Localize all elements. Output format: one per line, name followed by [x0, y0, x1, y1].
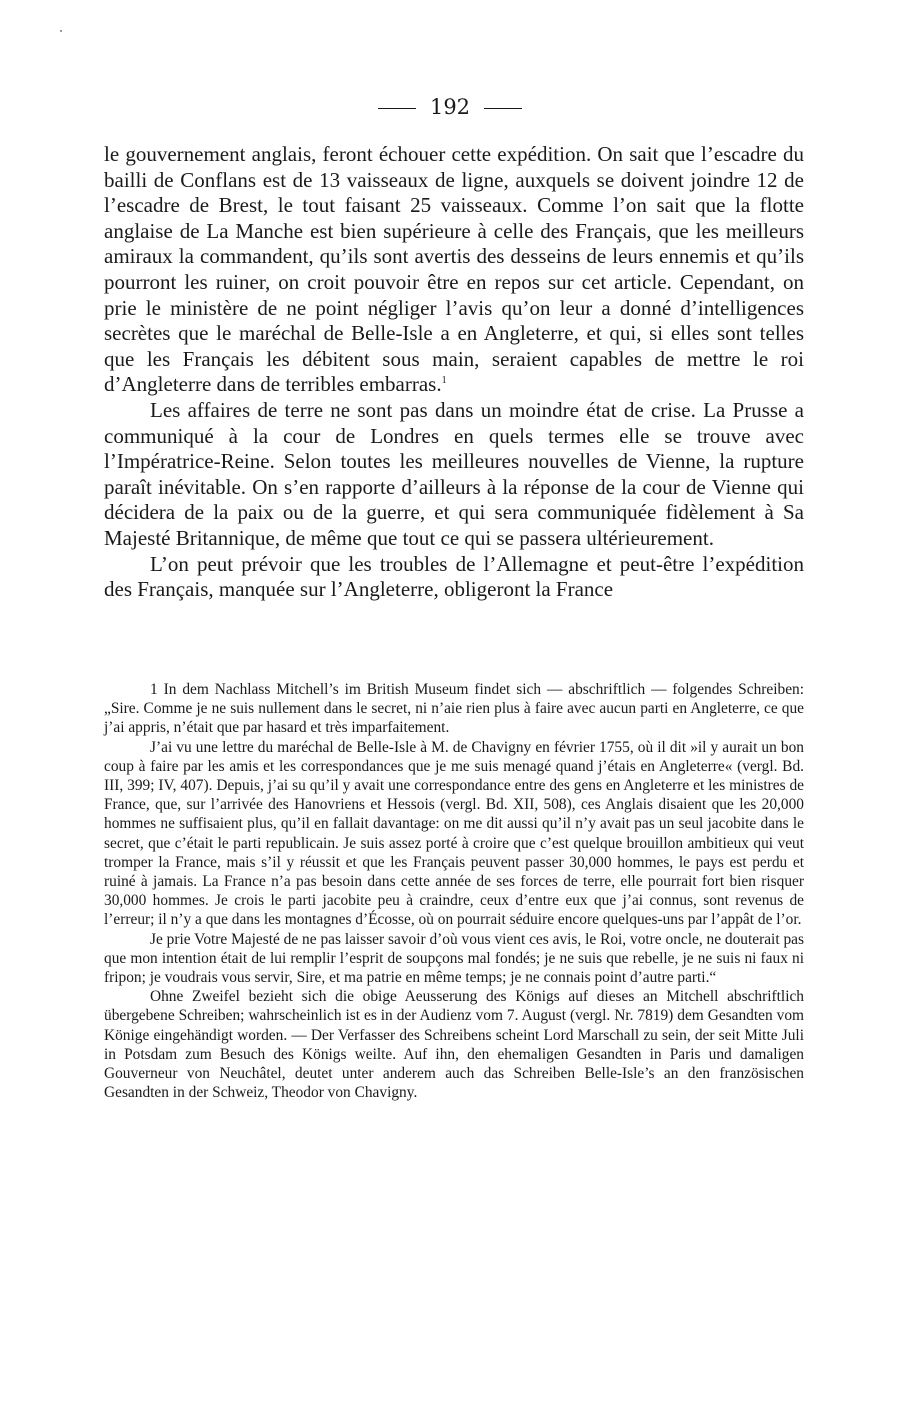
footnote-paragraph: Je prie Votre Majesté de ne pas laisser savoir d’où vous vient ces avis, le Roi, votre oncle, ne douterait pas que mon intention était de lui remplir l’esprit de soupçons mal fondés; je ne suis que rebelle, je ne suis ni faux ni fripon; je voudrais vous servir, Sire, et ma patrie en même temps; je ne connais point d’autre parti.“ [104, 930, 804, 987]
paragraph: le gouvernement anglais, feront échouer cette expédition. On sait que l’escadre du bailli de Conflans est de 13 vaisseaux de ligne, auxquels se doivent joindre 12 de l’escadre de Brest, le tout faisant 25 vaisseaux. Comme l’on sait que la flotte anglaise de La Manche est bien supérieure à celle des Français, que les meilleurs amiraux la commandent, qu’ils sont avertis des desseins de leurs ennemis et qu’ils pourront les ruiner, on croit pouvoir être en repos sur cet article. Cependant, on prie le ministère de ne point négliger l’avis qu’on leur a donné d’intelligences secrètes que le maréchal de Belle-Isle a en Angleterre, et qui, si elles sont telles que les Français les débitent sous main, seraient capables de mettre le roi d’Angleterre dans de terribles embarras.$^1$ [104, 142, 804, 397]
footnote-paragraph: 1 In dem Nachlass Mitchell’s im British Museum findet sich — abschriftlich — folgendes Schreiben: „Sire. Comme je ne suis nullement dans le secret, ni n’aie rien plus à faire avec aucun parti en Angleterre, ce que j’ai appris, n’était que par hasard et très imparfaitement. [104, 681, 804, 737]
scan-speck [60, 30, 62, 32]
footnotes [104, 680, 804, 1102]
paragraph: L’on peut prévoir que les troubles de l’Allemagne et peut-être l’expédition des Français, manquée sur l’Angleterre, obligeront la France [104, 551, 804, 602]
page-header [0, 94, 900, 120]
paragraph: Les affaires de terre ne sont pas dans un moindre état de crise. La Prusse a communiqué à la cour de Londres en quels termes elle se trouve avec l’Impératrice-Reine. Selon toutes les meilleures nouvelles de Vienne, la rupture paraît inévitable. On s’en rapporte d’ailleurs à la réponse de la cour de Vienne qui décidera de la paix ou de la guerre, et qui sera communiquée fidèlement à Sa Majesté Britannique, de même que tout ce qui se passera ultérieurement. [104, 397, 804, 550]
header-rule-right [484, 108, 522, 109]
page-number: 192 [429, 95, 471, 119]
header-rule-left [378, 108, 416, 109]
footnote-paragraph: Ohne Zweifel bezieht sich die obige Aeusserung des Königs auf dieses an Mitchell abschriftlich übergebene Schreiben; wahrscheinlich ist es in der Audienz vom 7. August (vergl. Nr. 7819) dem Gesandten vom Könige eingehändigt worden. — Der Verfasser des Schreibens scheint Lord Marschall zu sein, der seit Mitte Juli in Potsdam zum Besuch des Königs weilte. Auf ihn, den ehemaligen Gesandten in Paris und damaligen Gouverneur von Neuchâtel, deutet unter anderem auch das Schreiben Belle-Isle’s an den französischen Gesandten in der Schweiz, Theodor von Chavigny. [104, 988, 804, 1102]
footnote-marker: 1 [441, 375, 447, 387]
footnote-paragraph: J’ai vu une lettre du maréchal de Belle-Isle à M. de Chavigny en février 1755, où il dit »il y aurait un bon coup à faire par les amis et les correspondances que je me suis menagé quand j’étais en Angleterre« (vergl. Bd. III, 399; IV, 407). Depuis, j’ai su qu’il y avait une correspondance entre des gens en Angleterre et les ministres de France, que, sur l’arrivée des Hanovriens et Hessois (vergl. Bd. XII, 508), ces Anglais disaient que les 20,000 hommes ne suffisaient plus, qu’il en fallait davantage: on me dit aussi qu’il n’y avait pas un seul jacobite dans le secret, que c’était le parti republicain. Je suis assez porté à croire que c’est quelque brouillon ambitieux qui veut tromper la France, mais s’il y réussit et que les Français peuvent passer 30,000 hommes, le pays est perdu et ruiné à jamais. La France n’a pas besoin dans cette année de ses forces de terre, elle pourrait fort bien risquer 30,000 hommes. Je crois le parti jacobite peu à craindre, ceux d’entre eux que j’ai connus, sont revenus de l’erreur; il n’y a que dans les montagnes d’Écosse, où on pourrait séduire encore quelques-uns par l’appât de l’or. [104, 738, 804, 929]
main-text [104, 142, 804, 603]
